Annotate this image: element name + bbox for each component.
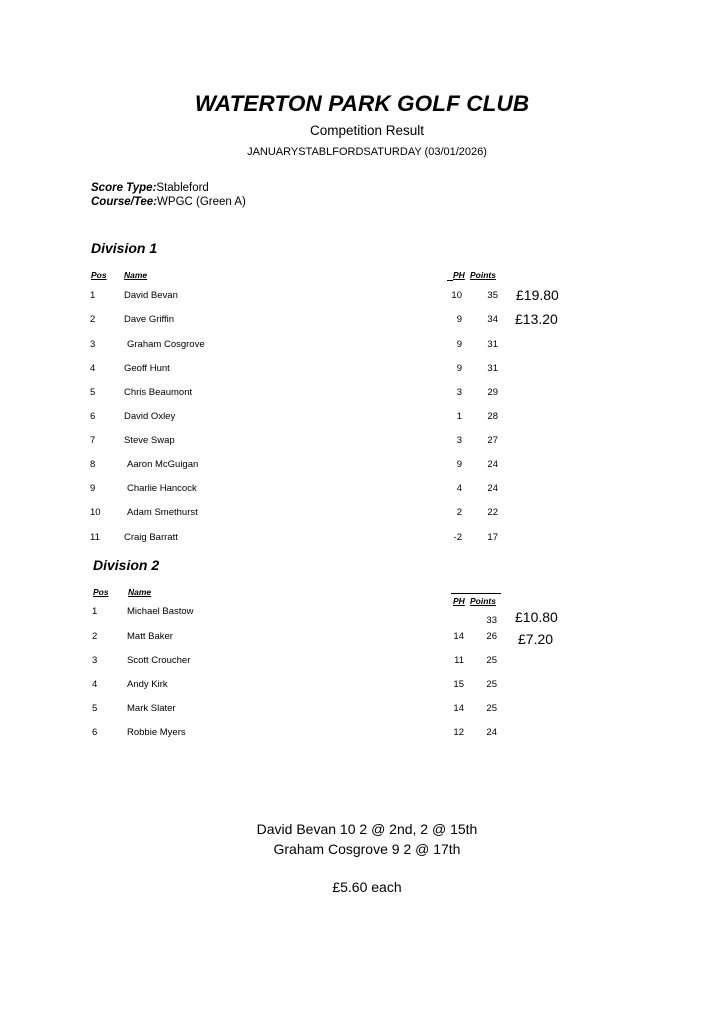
player-name-cell: Craig Barratt [124,532,178,543]
position-cell: 5 [92,703,98,714]
score-type [91,182,209,194]
handicap-cell: 1 [456,411,462,422]
points-cell: 24 [486,727,497,738]
points-cell: 25 [486,703,497,714]
position-cell: 2 [90,314,96,325]
prize-cell: £13.20 [515,311,558,327]
division-1-header-rule [447,280,453,281]
points-cell: 17 [487,532,498,543]
position-cell: 4 [92,679,98,690]
division-1-header-pos: Pos [91,270,107,280]
points-cell: 34 [487,314,498,325]
score-type-label: Score Type: [91,182,157,194]
position-cell: 11 [90,532,100,543]
position-cell: 7 [90,435,96,446]
position-cell: 6 [92,727,98,738]
course-label: Course/Tee: [91,196,158,208]
position-cell: 3 [90,339,96,350]
player-name-cell: Steve Swap [124,435,175,446]
position-cell: 9 [90,483,96,494]
division-2-header-rule [451,593,501,594]
handicap-cell: 14 [453,703,464,714]
page-subtitle: Competition Result [309,123,425,138]
player-name-cell: Michael Bastow [127,606,194,617]
handicap-cell: 9 [456,314,462,325]
prize-cell: £10.80 [515,609,558,625]
position-cell: 1 [90,290,96,301]
twos-line-1: David Bevan 10 2 @ 2nd, 2 @ 15th [256,821,478,837]
division-2-title: Division 2 [93,557,160,573]
player-name-cell: Scott Croucher [127,655,191,666]
score-type-value: Stableford [156,182,209,194]
player-name-cell: Andy Kirk [127,679,168,690]
player-name-cell: Matt Baker [127,631,173,642]
handicap-cell: 15 [453,679,464,690]
division-2-header-ph: PH [453,596,465,606]
player-name-cell: Robbie Myers [127,727,186,738]
player-name-cell: Adam Smethurst [127,507,198,518]
player-name-cell: Dave Griffin [124,314,174,325]
division-1-title: Division 1 [91,240,158,256]
course-tee [91,196,246,208]
handicap-cell: 10 [451,290,462,301]
points-cell: 31 [487,339,498,350]
player-name-cell: Mark Slater [127,703,176,714]
points-cell: 24 [487,483,498,494]
player-name-cell: Graham Cosgrove [127,339,205,350]
handicap-cell: 14 [453,631,464,642]
handicap-cell: 9 [456,459,462,470]
points-cell: 24 [487,459,498,470]
player-name-cell: David Bevan [124,290,178,301]
position-cell: 4 [90,363,96,374]
points-cell: 33 [486,615,497,626]
handicap-cell: 9 [456,363,462,374]
points-cell: 27 [487,435,498,446]
points-cell: 25 [486,655,497,666]
division-1-header-ph: PH [453,270,465,280]
club-title: WATERTON PARK GOLF CLUB [194,91,530,116]
handicap-cell: 9 [456,339,462,350]
twos-line-2: Graham Cosgrove 9 2 @ 17th [273,841,461,857]
position-cell: 5 [90,387,96,398]
division-2-header-points: Points [470,596,496,606]
player-name-cell: David Oxley [124,411,176,422]
division-1-header-points: Points [470,270,496,280]
twos-line-3: £5.60 each [332,879,402,895]
position-cell: 2 [92,631,98,642]
division-2-header-pos: Pos [93,587,109,597]
points-cell: 25 [486,679,497,690]
handicap-cell: 4 [456,483,462,494]
player-name-cell: Charlie Hancock [127,483,197,494]
handicap-cell: 2 [456,507,462,518]
handicap-cell: 11 [454,655,464,666]
position-cell: 10 [90,507,101,518]
player-name-cell: Aaron McGuigan [127,459,199,470]
points-cell: 26 [486,631,497,642]
course-value: WPGC (Green A) [157,196,246,208]
prize-cell: £19.80 [516,287,559,303]
position-cell: 3 [92,655,98,666]
handicap-cell: 3 [456,387,462,398]
division-2-header-name: Name [128,587,152,597]
points-cell: 29 [487,387,498,398]
points-cell: 31 [487,363,498,374]
competition-name: JANUARYSTABLFORDSATURDAY (03/01/2026) [247,146,487,158]
player-name-cell: Chris Beaumont [124,387,193,398]
division-1-header-name: Name [124,270,148,280]
prize-cell: £7.20 [518,631,554,647]
player-name-cell: Geoff Hunt [124,363,170,374]
points-cell: 28 [487,411,498,422]
points-cell: 35 [487,290,498,301]
position-cell: 6 [90,411,96,422]
position-cell: 1 [92,606,98,617]
handicap-cell: 3 [456,435,462,446]
position-cell: 8 [90,459,96,470]
points-cell: 22 [487,507,498,518]
handicap-cell: -2 [453,532,462,543]
handicap-cell: 12 [453,727,464,738]
